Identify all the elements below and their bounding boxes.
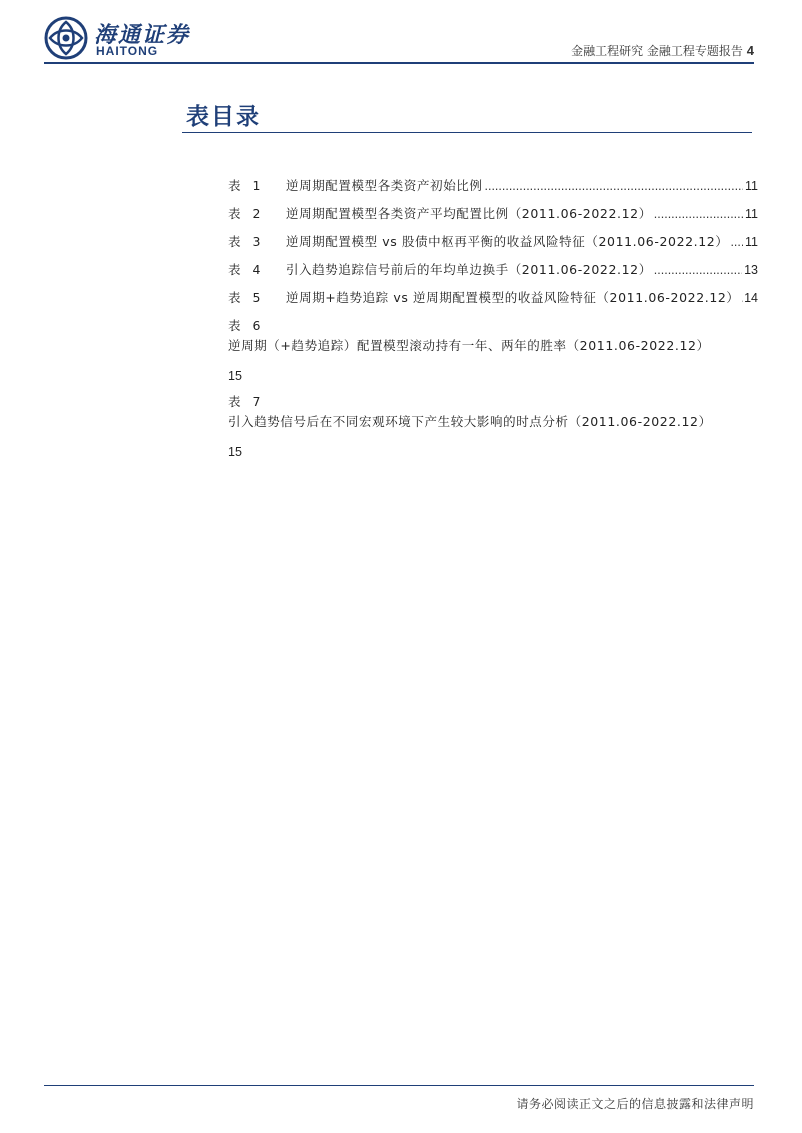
- toc-entry-title: 逆周期配置模型 vs 股债中枢再平衡的收益风险特征（2011.06-2022.12）: [286, 234, 729, 249]
- toc-entry-label: 表 7: [228, 394, 265, 409]
- toc-leader-dots: [485, 176, 744, 196]
- logo-english-name: HAITONG: [96, 44, 159, 58]
- toc-leader-dots: [654, 260, 742, 280]
- toc-entry[interactable]: [228, 232, 758, 252]
- toc-entry-title: 逆周期+趋势追踪 vs 逆周期配置模型的收益风险特征（2011.06-2022.12）: [286, 290, 740, 305]
- toc-entry-page: 11: [745, 235, 758, 249]
- logo-chinese-name: 海通证券: [94, 22, 191, 48]
- haitong-logo: [44, 16, 194, 60]
- toc-entry-label: 表 2: [228, 206, 265, 221]
- toc-entry-page: 11: [745, 179, 758, 193]
- report-category: 金融工程研究 金融工程专题报告: [571, 44, 743, 58]
- toc-entry[interactable]: [228, 288, 758, 308]
- toc-leader-dots: [730, 232, 743, 252]
- toc-entry-title: 引入趋势追踪信号前后的年均单边换手（2011.06-2022.12）: [286, 262, 652, 277]
- toc-entry[interactable]: [228, 316, 758, 386]
- toc-entry-title: 逆周期配置模型各类资产平均配置比例（2011.06-2022.12）: [286, 206, 652, 221]
- title-divider: [182, 132, 752, 133]
- page-header: [0, 0, 802, 70]
- toc-entry-page: 15: [228, 445, 242, 459]
- toc-entry-page: 15: [228, 369, 242, 383]
- header-divider: [44, 62, 754, 64]
- toc-entry[interactable]: [228, 260, 758, 280]
- toc-entry-title: 逆周期（+趋势追踪）配置模型滚动持有一年、两年的胜率（2011.06-2022.12）: [228, 338, 710, 353]
- table-of-tables: [228, 176, 758, 468]
- toc-entry-page: 14: [744, 291, 758, 305]
- toc-leader-dots: [742, 288, 743, 308]
- toc-entry[interactable]: [228, 204, 758, 224]
- toc-entry-title: 引入趋势信号后在不同宏观环境下产生较大影响的时点分析（2011.06-2022.12）: [228, 414, 712, 429]
- footer-divider: [44, 1085, 754, 1086]
- header-category: [571, 42, 754, 59]
- toc-entry-label: 表 3: [228, 234, 265, 249]
- toc-entry[interactable]: [228, 392, 758, 462]
- toc-leader-dots: [654, 204, 743, 224]
- haitong-logo-icon: [44, 16, 88, 60]
- footer-disclaimer: 请务必阅读正文之后的信息披露和法律声明: [516, 1097, 754, 1111]
- toc-entry-label: 表 5: [228, 290, 265, 305]
- toc-entry-title: 逆周期配置模型各类资产初始比例: [286, 178, 483, 193]
- section-title: 表目录: [186, 103, 261, 130]
- toc-entry-label: 表 6: [228, 318, 265, 333]
- toc-entry-label: 表 4: [228, 262, 265, 277]
- toc-entry-label: 表 1: [228, 178, 265, 193]
- toc-entry-page: 13: [744, 263, 758, 277]
- page-number: 4: [746, 43, 754, 58]
- toc-entry-page: 11: [745, 207, 758, 221]
- toc-entry[interactable]: [228, 176, 758, 196]
